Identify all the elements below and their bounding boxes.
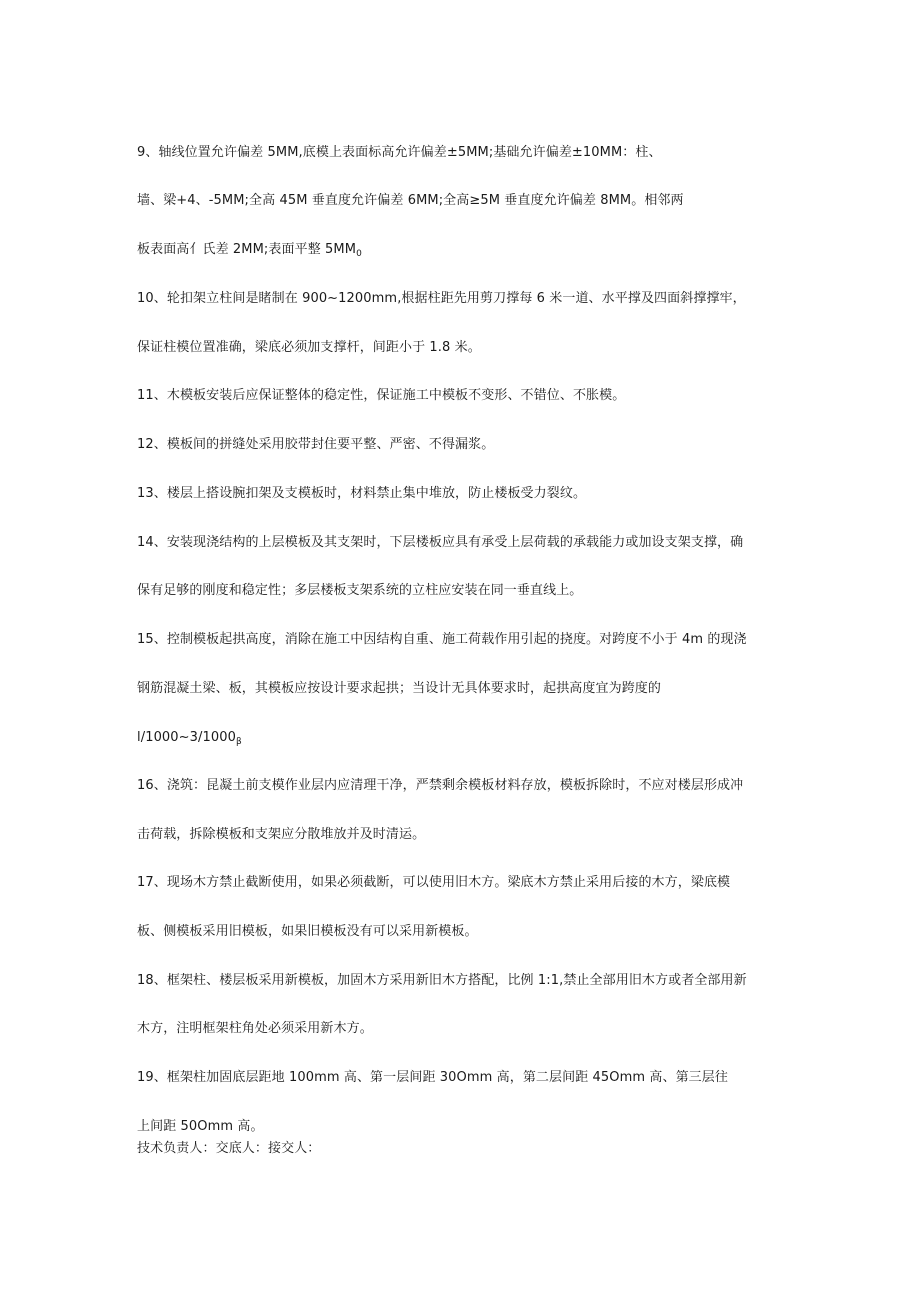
text-line-15b: 钢筋混凝土梁、板，其模板应按设计要求起拱；当设计无具体要求时，起拱高度宜为跨度的 xyxy=(137,681,662,696)
text-line-16b: 击荷载，拆除模板和支架应分散堆放并及时清运。 xyxy=(137,827,426,842)
text-line-15c-main: l/1000~3/1000 xyxy=(137,730,237,745)
text-line-10b: 保证柱模位置准确，梁底必须加支撑杆，间距小于 1.8 米。 xyxy=(137,340,481,355)
signature-line: 技术负责人：交底人：接交人： xyxy=(137,1141,321,1156)
text-line-15a: 15、控制模板起拱高度，消除在施工中因结构自重、施工荷载作用引起的挠度。对跨度不小于 4m 的现浇 xyxy=(137,632,747,647)
text-line-9a: 9、轴线位置允许偏差 5MM,底模上表面标高允许偏差±5MM;基础允许偏差±10MM：柱、 xyxy=(137,145,662,160)
subscript-beta: β xyxy=(236,737,242,747)
text-line-9c xyxy=(137,241,362,263)
text-line-14a: 14、安装现浇结构的上层模板及其支架时，下层楼板应具有承受上层荷载的承载能力或加设支架支撑，确 xyxy=(137,535,744,550)
text-line-9b: 墙、梁+4、-5MM;全高 45M 垂直度允许偏差 6MM;全高≥5M 垂直度允许偏差 8MM。相邻两 xyxy=(137,193,684,208)
text-line-9c-main: 板表面高亻氏差 2MM;表面平整 5MM xyxy=(137,242,357,257)
text-line-19a: 19、框架柱加固底层距地 100mm 高、第一层间距 30Omm 高，第二层间距 45Omm 高、第三层往 xyxy=(137,1070,728,1085)
text-line-11: 11、木模板安装后应保证整体的稳定性，保证施工中模板不变形、不错位、不胀模。 xyxy=(137,388,626,403)
text-line-18a: 18、框架柱、楼层板采用新模板，加固木方采用新旧木方搭配，比例 1:1,禁止全部用旧木方或者全部用新 xyxy=(137,973,747,988)
text-line-13: 13、楼层上搭设腕扣架及支模板时，材料禁止集中堆放，防止楼板受力裂纹。 xyxy=(137,486,587,501)
text-line-17a: 17、现场木方禁止截断使用，如果必须截断，可以使用旧木方。梁底木方禁止采用后接的木方，梁底模 xyxy=(137,875,731,890)
text-line-15c xyxy=(137,729,242,751)
text-line-16a: 16、浇筑：昆凝土前支模作业层内应清理干净，严禁剩余模板材料存放，模板拆除时，不应对楼层形成冲 xyxy=(137,778,744,793)
text-line-14b: 保有足够的刚度和稳定性；多层楼板支架系统的立柱应安装在同一垂直线上。 xyxy=(137,583,583,598)
text-line-19b: 上间距 50Omm 高。 xyxy=(137,1119,264,1134)
text-line-17b: 板、侧模板采用旧模板，如果旧模板没有可以采用新模板。 xyxy=(137,924,478,939)
text-line-10a: 10、轮扣架立柱间是睹制在 900~1200mm,根据柱距先用剪刀撑每 6 米一道、水平撑及四面斜撑撑牢， xyxy=(137,291,746,306)
text-line-12: 12、模板间的拼缝处采用胶带封住要平整、严密、不得漏浆。 xyxy=(137,437,495,452)
subscript-zero: 0 xyxy=(356,249,362,259)
text-line-18b: 木方，注明框架柱角处必须采用新木方。 xyxy=(137,1021,373,1036)
